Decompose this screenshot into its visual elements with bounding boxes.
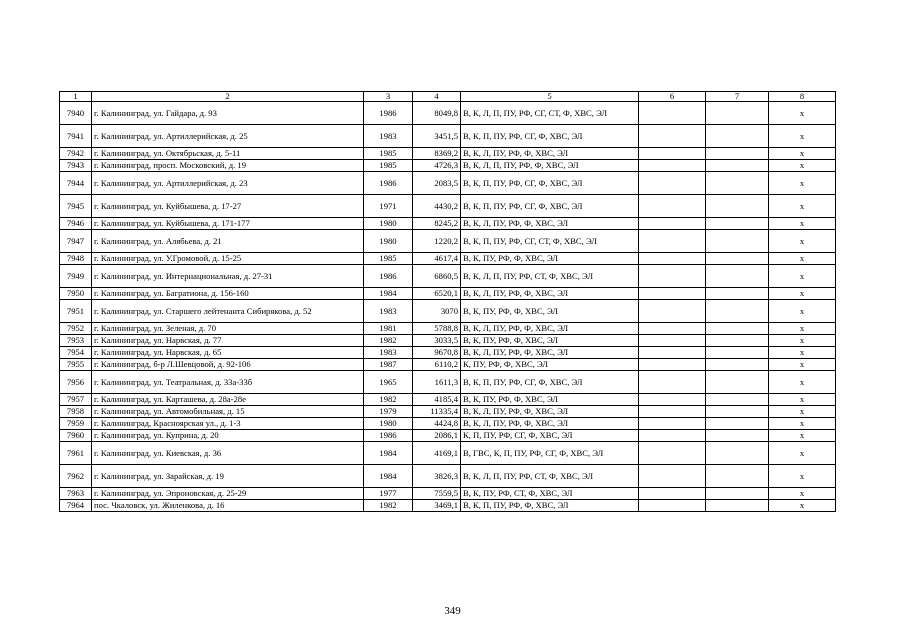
address: г. Калининград, ул. Артиллерийская, д. 23 <box>92 172 364 195</box>
table-row <box>60 359 836 371</box>
year-built: 1986 <box>364 172 413 195</box>
record-number: 7952 <box>60 323 92 335</box>
column-6-value <box>639 288 706 300</box>
column-6-value <box>639 148 706 160</box>
engineering-systems: В, К, ПУ, РФ, Ф, ХВС, ЭЛ <box>461 335 639 347</box>
year-built: 1985 <box>364 160 413 172</box>
column-6-value <box>639 195 706 218</box>
engineering-systems: В, К, Л, ПУ, РФ, Ф, ХВС, ЭЛ <box>461 148 639 160</box>
column-6-value <box>639 465 706 488</box>
table-row <box>60 172 836 195</box>
column-6-value <box>639 230 706 253</box>
table-row <box>60 430 836 442</box>
year-built: 1985 <box>364 148 413 160</box>
column-7-value <box>706 335 769 347</box>
table-row <box>60 218 836 230</box>
year-built: 1981 <box>364 323 413 335</box>
area: 1220,2 <box>413 230 461 253</box>
address: г. Калининград, ул. Карташева, д. 28а-28е <box>92 394 364 406</box>
year-built: 1982 <box>364 500 413 512</box>
column-7-value <box>706 172 769 195</box>
table-row <box>60 488 836 500</box>
column-7-value <box>706 265 769 288</box>
area: 1611,3 <box>413 371 461 394</box>
year-built: 1986 <box>364 265 413 288</box>
year-built: 1985 <box>364 253 413 265</box>
address: г. Калининград, ул. Киевская, д. 36 <box>92 442 364 465</box>
table-row <box>60 265 836 288</box>
column-6-value <box>639 160 706 172</box>
area: 5788,8 <box>413 323 461 335</box>
column-8-mark: x <box>769 335 836 347</box>
column-8-mark: x <box>769 406 836 418</box>
area: 8049,8 <box>413 102 461 125</box>
year-built: 1980 <box>364 230 413 253</box>
engineering-systems: В, К, ПУ, РФ, Ф, ХВС, ЭЛ <box>461 300 639 323</box>
column-7-value <box>706 102 769 125</box>
column-7-value <box>706 288 769 300</box>
engineering-systems: В, К, П, ПУ, РФ, СГ, Ф, ХВС, ЭЛ <box>461 195 639 218</box>
engineering-systems: В, К, Л, П, ПУ, РФ, СТ, Ф, ХВС, ЭЛ <box>461 465 639 488</box>
column-7-value <box>706 160 769 172</box>
record-number: 7940 <box>60 102 92 125</box>
engineering-systems: В, К, ПУ, РФ, СТ, Ф, ХВС, ЭЛ <box>461 488 639 500</box>
column-8-mark: x <box>769 430 836 442</box>
column-8-mark: x <box>769 300 836 323</box>
column-6-value <box>639 371 706 394</box>
table-row <box>60 148 836 160</box>
column-7-value <box>706 418 769 430</box>
record-number: 7951 <box>60 300 92 323</box>
year-built: 1987 <box>364 359 413 371</box>
area: 3826,3 <box>413 465 461 488</box>
engineering-systems: К, ПУ, РФ, Ф, ХВС, ЭЛ <box>461 359 639 371</box>
engineering-systems: В, К, П, ПУ, РФ, СГ, СТ, Ф, ХВС, ЭЛ <box>461 230 639 253</box>
column-6-value <box>639 418 706 430</box>
area: 9670,8 <box>413 347 461 359</box>
column-number: 1 <box>60 92 92 102</box>
column-number: 4 <box>413 92 461 102</box>
record-number: 7953 <box>60 335 92 347</box>
table-row <box>60 300 836 323</box>
record-number: 7960 <box>60 430 92 442</box>
column-8-mark: x <box>769 265 836 288</box>
area: 8245,2 <box>413 218 461 230</box>
engineering-systems: В, К, П, ПУ, РФ, СГ, Ф, ХВС, ЭЛ <box>461 125 639 148</box>
column-number: 3 <box>364 92 413 102</box>
table-row <box>60 125 836 148</box>
year-built: 1979 <box>364 406 413 418</box>
column-6-value <box>639 323 706 335</box>
table-row <box>60 347 836 359</box>
column-6-value <box>639 406 706 418</box>
column-7-value <box>706 218 769 230</box>
year-built: 1986 <box>364 430 413 442</box>
engineering-systems: В, К, ПУ, РФ, Ф, ХВС, ЭЛ <box>461 253 639 265</box>
area: 4424,8 <box>413 418 461 430</box>
column-7-value <box>706 430 769 442</box>
column-6-value <box>639 347 706 359</box>
year-built: 1980 <box>364 418 413 430</box>
column-number: 5 <box>461 92 639 102</box>
engineering-systems: В, К, Л, ПУ, РФ, Ф, ХВС, ЭЛ <box>461 323 639 335</box>
engineering-systems: К, П, ПУ, РФ, СГ, Ф, ХВС, ЭЛ <box>461 430 639 442</box>
column-7-value <box>706 442 769 465</box>
area: 4185,4 <box>413 394 461 406</box>
record-number: 7949 <box>60 265 92 288</box>
record-number: 7956 <box>60 371 92 394</box>
address: г. Калининград, ул. Куйбышева, д. 17-27 <box>92 195 364 218</box>
record-number: 7950 <box>60 288 92 300</box>
column-6-value <box>639 265 706 288</box>
column-7-value <box>706 488 769 500</box>
column-8-mark: x <box>769 172 836 195</box>
year-built: 1971 <box>364 195 413 218</box>
year-built: 1977 <box>364 488 413 500</box>
year-built: 1983 <box>364 125 413 148</box>
engineering-systems: В, К, Л, П, ПУ, РФ, СГ, СТ, Ф, ХВС, ЭЛ <box>461 102 639 125</box>
engineering-systems: В, К, П, ПУ, РФ, СГ, Ф, ХВС, ЭЛ <box>461 371 639 394</box>
table-row <box>60 102 836 125</box>
column-8-mark: x <box>769 465 836 488</box>
record-number: 7964 <box>60 500 92 512</box>
column-number-header-row <box>60 92 836 102</box>
area: 3451,5 <box>413 125 461 148</box>
table-row <box>60 418 836 430</box>
engineering-systems: В, К, ПУ, РФ, Ф, ХВС, ЭЛ <box>461 394 639 406</box>
address: пос. Чкаловск, ул. Жиленкова, д. 16 <box>92 500 364 512</box>
address: г. Калининград, ул. У.Громовой, д. 15-25 <box>92 253 364 265</box>
engineering-systems: В, ГВС, К, П, ПУ, РФ, СГ, Ф, ХВС, ЭЛ <box>461 442 639 465</box>
address: г. Калининград, ул. Зарайская, д. 19 <box>92 465 364 488</box>
column-8-mark: x <box>769 347 836 359</box>
column-6-value <box>639 359 706 371</box>
column-8-mark: x <box>769 418 836 430</box>
area: 4169,1 <box>413 442 461 465</box>
area: 8369,2 <box>413 148 461 160</box>
record-number: 7962 <box>60 465 92 488</box>
column-8-mark: x <box>769 488 836 500</box>
column-6-value <box>639 218 706 230</box>
column-6-value <box>639 253 706 265</box>
record-number: 7963 <box>60 488 92 500</box>
column-6-value <box>639 172 706 195</box>
column-number: 2 <box>92 92 364 102</box>
year-built: 1965 <box>364 371 413 394</box>
address: г. Калининград, ул. Артиллерийская, д. 25 <box>92 125 364 148</box>
year-built: 1982 <box>364 335 413 347</box>
table-row <box>60 195 836 218</box>
record-number: 7947 <box>60 230 92 253</box>
column-6-value <box>639 488 706 500</box>
area: 6110,2 <box>413 359 461 371</box>
address: г. Калининград, ул. Багратиона, д. 156-160 <box>92 288 364 300</box>
address: г. Калининград, ул. Нарвская, д. 65 <box>92 347 364 359</box>
record-number: 7959 <box>60 418 92 430</box>
engineering-systems: В, К, Л, П, ПУ, РФ, Ф, ХВС, ЭЛ <box>461 160 639 172</box>
table-row <box>60 288 836 300</box>
column-8-mark: x <box>769 500 836 512</box>
area: 3070 <box>413 300 461 323</box>
column-8-mark: x <box>769 160 836 172</box>
address: г. Калининград, ул. Октябрьская, д. 5-11 <box>92 148 364 160</box>
address: г. Калининград, ул. Эпроновская, д. 25-29 <box>92 488 364 500</box>
column-7-value <box>706 500 769 512</box>
engineering-systems: В, К, Л, ПУ, РФ, Ф, ХВС, ЭЛ <box>461 406 639 418</box>
column-7-value <box>706 323 769 335</box>
engineering-systems: В, К, П, ПУ, РФ, Ф, ХВС, ЭЛ <box>461 500 639 512</box>
table-row <box>60 394 836 406</box>
address: г. Калининград, просп. Московский, д. 19 <box>92 160 364 172</box>
year-built: 1982 <box>364 394 413 406</box>
year-built: 1983 <box>364 300 413 323</box>
column-7-value <box>706 347 769 359</box>
record-number: 7957 <box>60 394 92 406</box>
area: 2086,1 <box>413 430 461 442</box>
record-number: 7941 <box>60 125 92 148</box>
address: г. Калининград, ул. Куприна, д. 20 <box>92 430 364 442</box>
year-built: 1983 <box>364 347 413 359</box>
column-6-value <box>639 500 706 512</box>
area: 4430,2 <box>413 195 461 218</box>
address: г. Калининград, ул. Старшего лейтенанта Сибирякова, д. 52 <box>92 300 364 323</box>
column-number: 8 <box>769 92 836 102</box>
column-8-mark: x <box>769 288 836 300</box>
column-6-value <box>639 442 706 465</box>
year-built: 1986 <box>364 102 413 125</box>
column-number: 7 <box>706 92 769 102</box>
engineering-systems: В, К, Л, ПУ, РФ, Ф, ХВС, ЭЛ <box>461 418 639 430</box>
building-registry-table <box>59 91 836 512</box>
address: г. Калининград, Красноярская ул., д. 1-3 <box>92 418 364 430</box>
column-7-value <box>706 394 769 406</box>
column-8-mark: x <box>769 253 836 265</box>
column-7-value <box>706 148 769 160</box>
column-7-value <box>706 125 769 148</box>
area: 4726,3 <box>413 160 461 172</box>
year-built: 1984 <box>364 465 413 488</box>
record-number: 7944 <box>60 172 92 195</box>
address: г. Калининград, ул. Алябьева, д. 21 <box>92 230 364 253</box>
table-row <box>60 230 836 253</box>
column-8-mark: x <box>769 230 836 253</box>
address: г. Калининград, б-р Л.Шевцовой, д. 92-106 <box>92 359 364 371</box>
column-8-mark: x <box>769 394 836 406</box>
table-row <box>60 371 836 394</box>
record-number: 7954 <box>60 347 92 359</box>
area: 7559,5 <box>413 488 461 500</box>
table-row <box>60 406 836 418</box>
column-8-mark: x <box>769 371 836 394</box>
column-8-mark: x <box>769 125 836 148</box>
registry-table-container <box>59 91 836 512</box>
record-number: 7945 <box>60 195 92 218</box>
column-6-value <box>639 430 706 442</box>
column-7-value <box>706 359 769 371</box>
engineering-systems: В, К, Л, П, ПУ, РФ, СТ, Ф, ХВС, ЭЛ <box>461 265 639 288</box>
year-built: 1980 <box>364 218 413 230</box>
engineering-systems: В, К, П, ПУ, РФ, СГ, Ф, ХВС, ЭЛ <box>461 172 639 195</box>
column-8-mark: x <box>769 442 836 465</box>
column-6-value <box>639 125 706 148</box>
record-number: 7948 <box>60 253 92 265</box>
table-row <box>60 465 836 488</box>
area: 6520,1 <box>413 288 461 300</box>
column-number: 6 <box>639 92 706 102</box>
column-7-value <box>706 406 769 418</box>
column-8-mark: x <box>769 359 836 371</box>
column-7-value <box>706 253 769 265</box>
page-number: 349 <box>444 605 461 617</box>
table-row <box>60 253 836 265</box>
record-number: 7942 <box>60 148 92 160</box>
column-7-value <box>706 195 769 218</box>
record-number: 7943 <box>60 160 92 172</box>
table-row <box>60 335 836 347</box>
area: 6860,5 <box>413 265 461 288</box>
address: г. Калининград, ул. Зеленая, д. 70 <box>92 323 364 335</box>
column-7-value <box>706 371 769 394</box>
record-number: 7961 <box>60 442 92 465</box>
engineering-systems: В, К, Л, ПУ, РФ, Ф, ХВС, ЭЛ <box>461 218 639 230</box>
column-8-mark: x <box>769 195 836 218</box>
column-6-value <box>639 394 706 406</box>
engineering-systems: В, К, Л, ПУ, РФ, Ф, ХВС, ЭЛ <box>461 347 639 359</box>
year-built: 1984 <box>364 442 413 465</box>
table-row <box>60 323 836 335</box>
table-row <box>60 442 836 465</box>
engineering-systems: В, К, Л, ПУ, РФ, Ф, ХВС, ЭЛ <box>461 288 639 300</box>
table-row <box>60 500 836 512</box>
column-6-value <box>639 335 706 347</box>
column-7-value <box>706 465 769 488</box>
area: 3033,5 <box>413 335 461 347</box>
address: г. Калининград, ул. Гайдара, д. 93 <box>92 102 364 125</box>
column-8-mark: x <box>769 323 836 335</box>
area: 3469,1 <box>413 500 461 512</box>
record-number: 7955 <box>60 359 92 371</box>
address: г. Калининград, ул. Театральная, д. 33а-33б <box>92 371 364 394</box>
area: 11335,4 <box>413 406 461 418</box>
area: 4617,4 <box>413 253 461 265</box>
area: 2083,5 <box>413 172 461 195</box>
address: г. Калининград, ул. Автомобильная, д. 15 <box>92 406 364 418</box>
column-7-value <box>706 230 769 253</box>
address: г. Калининград, ул. Куйбышева, д. 171-177 <box>92 218 364 230</box>
column-8-mark: x <box>769 218 836 230</box>
column-7-value <box>706 300 769 323</box>
record-number: 7946 <box>60 218 92 230</box>
address: г. Калининград, ул. Нарвская, д. 77 <box>92 335 364 347</box>
column-8-mark: x <box>769 102 836 125</box>
record-number: 7958 <box>60 406 92 418</box>
year-built: 1984 <box>364 288 413 300</box>
column-6-value <box>639 102 706 125</box>
table-row <box>60 160 836 172</box>
column-8-mark: x <box>769 148 836 160</box>
column-6-value <box>639 300 706 323</box>
address: г. Калининград, ул. Интернациональная, д. 27-31 <box>92 265 364 288</box>
